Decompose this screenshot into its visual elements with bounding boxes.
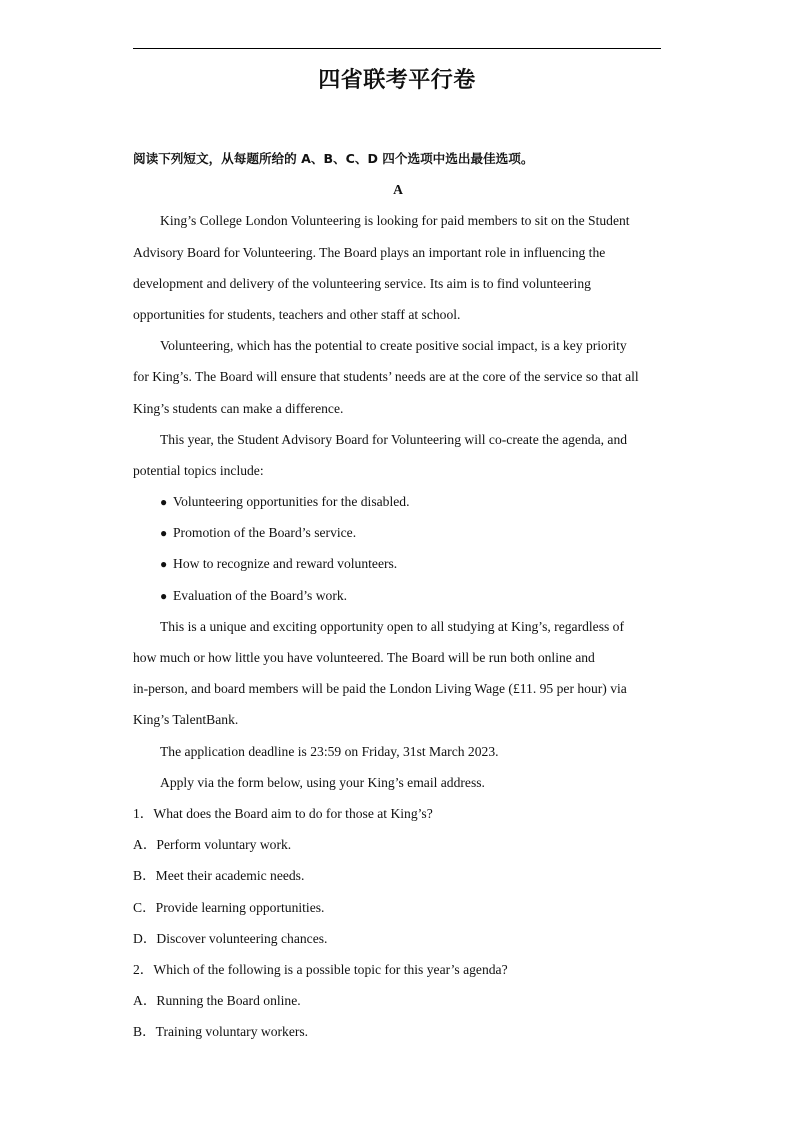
bullet-icon: ● [160,588,168,603]
passage-line: The application deadline is 23:59 on Friday, 31st March 2023. [160,743,499,759]
option-text: Running the Board online. [156,993,301,1009]
answer-option [133,860,663,891]
header-rule [133,48,661,49]
question-stem [133,954,663,985]
answer-option [133,923,663,954]
passage-line: opportunities for students, teachers and other staff at school. [133,306,461,322]
instructions: 阅读下列短文，从每题所给的 A、B、C、D 四个选项中选出最佳选项。 [133,151,534,166]
bullet-text: Volunteering opportunities for the disabled. [173,494,410,510]
bullet-text: Evaluation of the Board’s work. [173,587,348,603]
option-text: Meet their academic needs. [155,868,305,884]
option-label: A． [133,837,157,853]
passage-line: King’s College London Volunteering is looking for paid members to sit on the Student [160,213,630,229]
passage-line: This is a unique and exciting opportunity open to all studying at King’s, regardless of [160,618,624,634]
bullet-icon: ● [160,495,168,510]
option-text: Discover volunteering chances. [156,930,328,946]
passage-line: in-person, and board members will be paid the London Living Wage (£11. 95 per hour) via [133,681,627,697]
option-label: B． [133,1024,156,1040]
question-number: 2． [133,961,154,977]
option-text: Perform voluntary work. [156,837,292,853]
passage-line: how much or how little you have volunteered. The Board will be run both online and [133,650,595,665]
document-body [133,143,663,1047]
option-label: A． [133,993,157,1009]
passage-line: King’s TalentBank. [133,712,239,728]
option-text: Training voluntary workers. [155,1024,309,1040]
answer-option [133,985,663,1016]
question-number: 1． [133,805,154,821]
passage-line: Apply via the form below, using your King’s email address. [160,774,485,790]
answer-option [133,829,663,860]
section-label: A [393,182,403,198]
bullet-item [133,517,663,548]
question-text: What does the Board aim to do for those at King’s? [153,805,433,821]
passage-line: potential topics include: [133,462,264,478]
bullet-icon: ● [160,526,168,541]
bullet-item [133,580,663,611]
option-label: C． [133,899,156,915]
page-title: 四省联考平行卷 [318,68,476,93]
passage-line: King’s students can make a difference. [133,400,344,416]
question-text: Which of the following is a possible topic for this year’s agenda? [153,961,508,977]
answer-option [133,892,663,923]
passage-line: Volunteering, which has the potential to create positive social impact, is a key priority [160,338,627,354]
passage-line: Advisory Board for Volunteering. The Board plays an important role in influencing the [133,244,606,260]
option-label: B． [133,868,156,884]
option-text: Provide learning opportunities. [155,899,325,915]
question-stem [133,798,663,829]
passage-line: development and delivery of the volunteering service. Its aim is to find volunteering [133,275,591,291]
bullet-text: How to recognize and reward volunteers. [173,556,398,572]
bullet-icon: ● [160,557,168,572]
answer-option [133,1016,663,1047]
passage-line: for King’s. The Board will ensure that students’ needs are at the core of the service so that all [133,369,639,385]
bullet-item [133,486,663,517]
passage-line: This year, the Student Advisory Board for Volunteering will co-create the agenda, and [160,431,628,447]
option-label: D． [133,930,157,946]
bullet-item [133,548,663,579]
bullet-text: Promotion of the Board’s service. [173,525,357,541]
